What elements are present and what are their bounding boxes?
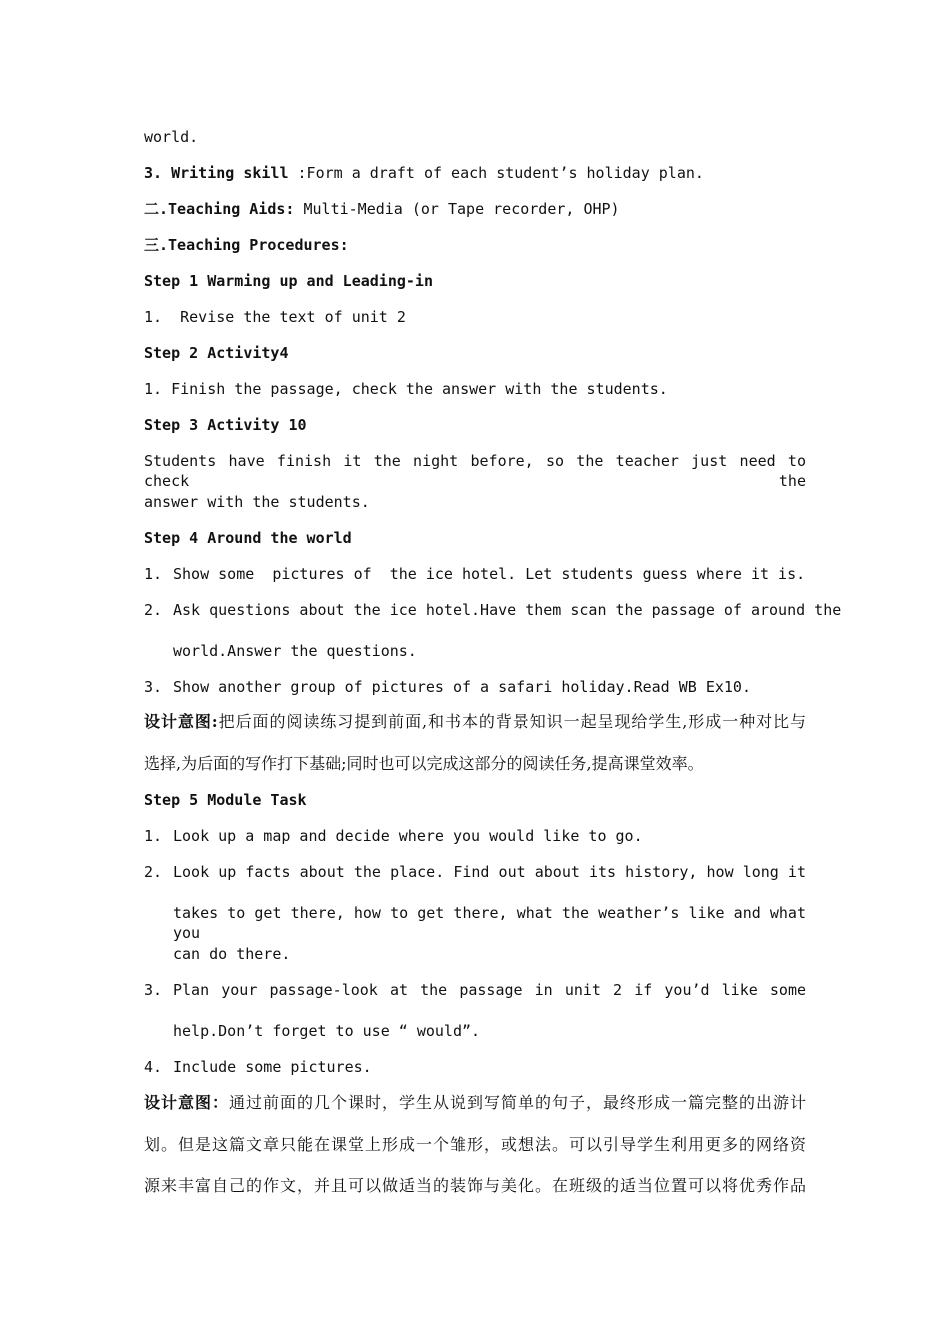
step-heading: Step 2 Activity4 bbox=[144, 344, 289, 362]
list-item-text: Look up a map and decide where you would like to go. bbox=[173, 827, 643, 845]
list-item-text: help.Don’t forget to use “ would”. bbox=[173, 1022, 481, 1040]
list-number: 1. bbox=[144, 827, 163, 845]
text-line: answer with the students. bbox=[144, 493, 370, 511]
step-heading: Step 5 Module Task bbox=[144, 791, 307, 809]
list-item-text: world.Answer the questions. bbox=[173, 642, 417, 660]
design-intent-text: 源来丰富自己的作文，并且可以做适当的装饰与美化。在班级的适当位置可以将优秀作品 bbox=[144, 1176, 806, 1195]
list-number: 1. bbox=[144, 565, 163, 583]
text-line: Students have finish it the night before, so the teacher just need to check the bbox=[144, 452, 806, 490]
design-intent-paragraph bbox=[144, 712, 806, 732]
writing-skill-text: :Form a draft of each student’s holiday plan. bbox=[288, 164, 704, 182]
design-intent-text: 通过前面的几个课时，学生从说到写简单的句子，最终形成一篇完整的出游计 bbox=[229, 1093, 806, 1112]
design-intent-label: 设计意图： bbox=[144, 1093, 229, 1112]
writing-skill-line bbox=[144, 163, 704, 183]
list-number: 4. bbox=[144, 1058, 163, 1076]
writing-skill-label: 3. Writing skill bbox=[144, 164, 289, 182]
list-item-text: Plan your passage-look at the passage in unit 2 if you’d like some bbox=[173, 981, 806, 999]
step-heading: Step 3 Activity 10 bbox=[144, 416, 307, 434]
list-item-text: can do there. bbox=[173, 945, 291, 963]
design-intent-text: 划。但是这篇文章只能在课堂上形成一个雏形，或想法。可以引导学生利用更多的网络资 bbox=[144, 1135, 806, 1154]
teaching-aids-text: Multi-Media (or Tape recorder, OHP) bbox=[294, 200, 620, 218]
list-number: 3. bbox=[144, 981, 163, 999]
design-intent-text: 把后面的阅读练习提到前面,和书本的背景知识一起呈现给学生,形成一种对比与 bbox=[217, 712, 806, 731]
list-item-text: Include some pictures. bbox=[173, 1058, 372, 1076]
step-heading: Step 1 Warming up and Leading-in bbox=[144, 272, 433, 290]
section-heading: 三.Teaching Procedures: bbox=[144, 236, 349, 254]
design-intent-paragraph bbox=[144, 1093, 806, 1113]
teaching-aids-line bbox=[144, 199, 620, 219]
list-item-text: Ask questions about the ice hotel.Have them scan the passage of around the bbox=[173, 601, 842, 619]
list-item-text: takes to get there, how to get there, what the weather’s like and what you bbox=[173, 904, 806, 942]
list-number: 3. bbox=[144, 678, 163, 696]
list-number: 2. bbox=[144, 601, 163, 619]
text-line: world. bbox=[144, 128, 199, 146]
list-item-text: Show some pictures of the ice hotel. Let students guess where it is. bbox=[173, 565, 806, 583]
text-line: 1. Finish the passage, check the answer with the students. bbox=[144, 380, 668, 398]
list-number: 2. bbox=[144, 863, 163, 881]
design-intent-label: 设计意图: bbox=[144, 712, 218, 731]
step-heading: Step 4 Around the world bbox=[144, 529, 352, 547]
list-item-text: Look up facts about the place. Find out about its history, how long it bbox=[173, 863, 806, 881]
design-intent-text: 选择,为后面的写作打下基础;同时也可以完成这部分的阅读任务,提高课堂效率。 bbox=[144, 754, 704, 773]
teaching-aids-label: 二.Teaching Aids: bbox=[144, 200, 295, 218]
text-line: 1. Revise the text of unit 2 bbox=[144, 308, 406, 326]
list-item-text: Show another group of pictures of a safari holiday.Read WB Ex10. bbox=[173, 678, 751, 696]
